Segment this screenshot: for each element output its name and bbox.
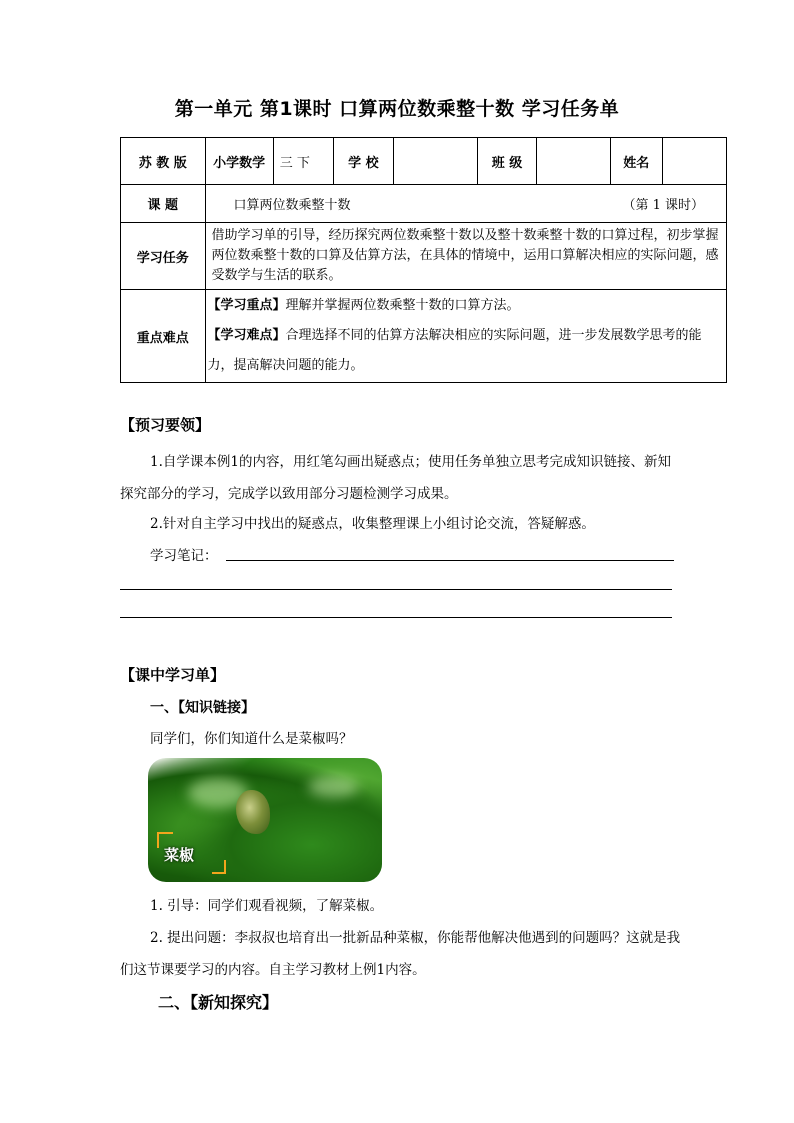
name-field[interactable] [662,138,726,185]
topic-cell [205,185,726,223]
caption-frame-corner [212,860,226,874]
pepper-stem [236,790,270,834]
notes-line-2[interactable] [120,589,672,590]
topic-label: 课 题 [121,185,206,223]
green-pepper-photo [148,758,382,882]
task-text: 借助学习单的引导，经历探究两位数乘整十数以及整十数乘整十数的口算过程，初步掌握两位数乘整十数的口算及估算方法，在具体的情境中，运用口算解决相应的实际问题，感受数学与生活的联系。 [205,223,726,290]
class-field[interactable] [536,138,610,185]
school-field[interactable] [393,138,478,185]
topic-value: 口算两位数乘整十数 [233,198,351,213]
school-label: 学 校 [333,138,393,185]
notes-line-1[interactable] [226,560,674,561]
key-point [208,291,724,321]
photo-caption: 菜椒 [164,846,195,864]
grade-value: 三 下 [273,138,333,185]
difficulty-tag: 【学习难点】 [207,328,286,343]
knowledge-link-heading: 一、【知识链接】 [150,700,255,716]
step-1: 1. 引导：同学们观看视频，了解菜椒。 [150,898,384,914]
difficulty-text: 合理选择不同的估算方法解决相应的实际问题，进一步发展数学思考的能力，提高解决问题的能力。 [207,328,702,373]
photo-highlight [308,776,358,798]
key-points-cell [205,290,726,383]
version-label: 苏 教 版 [121,138,206,185]
task-label: 学习任务 [121,223,206,290]
key-label: 重点难点 [121,290,206,383]
class-label: 班 级 [478,138,536,185]
subject-value: 小学数学 [205,138,273,185]
question-text: 同学们，你们知道什么是菜椒吗？ [150,731,353,747]
classwork-heading: 【课中学习单】 [120,666,226,684]
page-title: 第一单元 第1课时 口算两位数乘整十数 学习任务单 [174,98,620,120]
preview-heading: 【预习要领】 [120,416,211,434]
name-label: 姓名 [610,138,662,185]
preview-item-1: 1.自学课本例1的内容，用红笔勾画出疑惑点；使用任务单独立思考完成知识链接、新知探究部分的学习，完成学以致用部分习题检测学习成果。 [120,454,671,502]
new-knowledge-heading: 二、【新知探究】 [158,993,279,1012]
step-2: 2. 提出问题：李叔叔也培育出一批新品种菜椒，你能帮他解决他遇到的问题吗？这就是我们这节课要学习的内容。自主学习教材上例1内容。 [120,930,681,978]
lesson-number: （第 1 课时） [622,198,704,213]
key-point-tag: 【学习重点】 [207,298,286,313]
preview-item-2: 2.针对自主学习中找出的疑惑点，收集整理课上小组讨论交流，答疑解惑。 [150,516,595,532]
difficulty-point [208,321,724,381]
notes-line-3[interactable] [120,617,672,618]
info-table [120,137,727,383]
key-point-text: 理解并掌握两位数乘整十数的口算方法。 [285,298,520,313]
notes-label: 学习笔记： [150,548,218,564]
